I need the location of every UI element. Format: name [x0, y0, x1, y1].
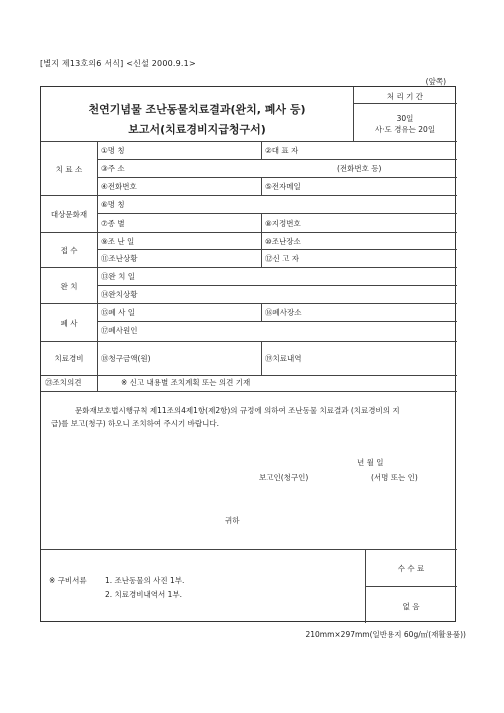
- field-reporter: ⑫신 고 자: [265, 254, 300, 263]
- form-number: [별지 제13호의6 서식] <신설 2000.9.1>: [40, 59, 196, 68]
- section-treatment-cost: 치료경비: [54, 354, 84, 363]
- processing-period-label: 처 리 기 간: [386, 92, 424, 101]
- form-title-line1: 천연기념물 조난동물치료결과(완치, 폐사 등): [88, 103, 306, 116]
- field-accident-date: ⑨조 난 일: [101, 237, 135, 246]
- field-accident-situation: ⑪조난상황: [101, 254, 138, 263]
- field-death-place: ⑯폐사장소: [265, 308, 302, 317]
- attachment-item-1: 1. 조난동물의 사진 1부.: [105, 576, 185, 585]
- field-recovery-situation: ⑭완치상황: [101, 290, 138, 299]
- field-property-name: ⑥명 칭: [101, 200, 125, 209]
- field-representative: ②대 표 자: [265, 146, 299, 155]
- recipient-label: 귀하: [225, 516, 240, 525]
- body-paragraph-line1: 문화재보호법시행규칙 제11조의4제1항(제2항)의 규정에 의하여 조난동물 치료결과 (치료경비의 지: [75, 406, 400, 415]
- attachments-label: ※ 구비서류: [49, 576, 87, 585]
- section-death: 폐 사: [60, 319, 78, 328]
- field-death-cause: ⑰폐사원인: [101, 326, 138, 335]
- field-death-date: ⑮폐 사 일: [101, 308, 136, 317]
- page-side-label: (앞쪽): [425, 77, 446, 86]
- report-date: 년 월 일: [357, 458, 384, 467]
- section-opinion: ㉓조치의견: [45, 378, 82, 387]
- section-reception: 접 수: [60, 246, 78, 255]
- section-treatment-center: 치 료 소: [55, 165, 83, 174]
- attachment-item-2: 2. 치료경비내역서 1부.: [105, 590, 183, 599]
- reporter-label: 보고인(청구인): [259, 473, 309, 482]
- field-address: ③주 소: [101, 164, 125, 173]
- report-form: [40, 86, 456, 622]
- signature-label: (서명 또는 인): [371, 473, 418, 482]
- body-paragraph-line2: 급)를 보고(청구) 하오니 조치하여 주시기 바랍니다.: [51, 419, 219, 428]
- opinion-note: ※ 신고 내용별 조치계획 또는 의견 기재: [121, 378, 251, 387]
- section-recovery: 완 치: [60, 282, 78, 291]
- field-treatment-details: ⑲치료내역: [265, 354, 302, 363]
- field-address-note: (전화번호 등): [337, 164, 382, 173]
- fee-label: 수 수 료: [397, 564, 425, 573]
- field-recovery-date: ⑬완 치 일: [101, 272, 136, 281]
- paper-spec: 210mm×297mm(일반용지 60g/㎡(재활용품)): [305, 630, 466, 639]
- field-species: ⑦종 별: [101, 219, 125, 228]
- processing-days: 30일: [396, 114, 414, 123]
- field-accident-place: ⑩조난장소: [265, 237, 301, 246]
- form-title-line2: 보고서(치료경비지급청구서): [128, 123, 266, 136]
- fee-value: 없 음: [402, 602, 420, 611]
- field-phone: ④전화번호: [101, 182, 137, 191]
- field-name: ①명 칭: [101, 146, 125, 155]
- field-designation-no: ⑧지정번호: [265, 219, 301, 228]
- field-claim-amount: ⑱청구금액(원): [101, 354, 151, 363]
- section-cultural-property: 대상문화재: [50, 210, 88, 219]
- field-email: ⑤전자메일: [265, 182, 301, 191]
- processing-note: 사·도 경유는 20일: [374, 125, 436, 134]
